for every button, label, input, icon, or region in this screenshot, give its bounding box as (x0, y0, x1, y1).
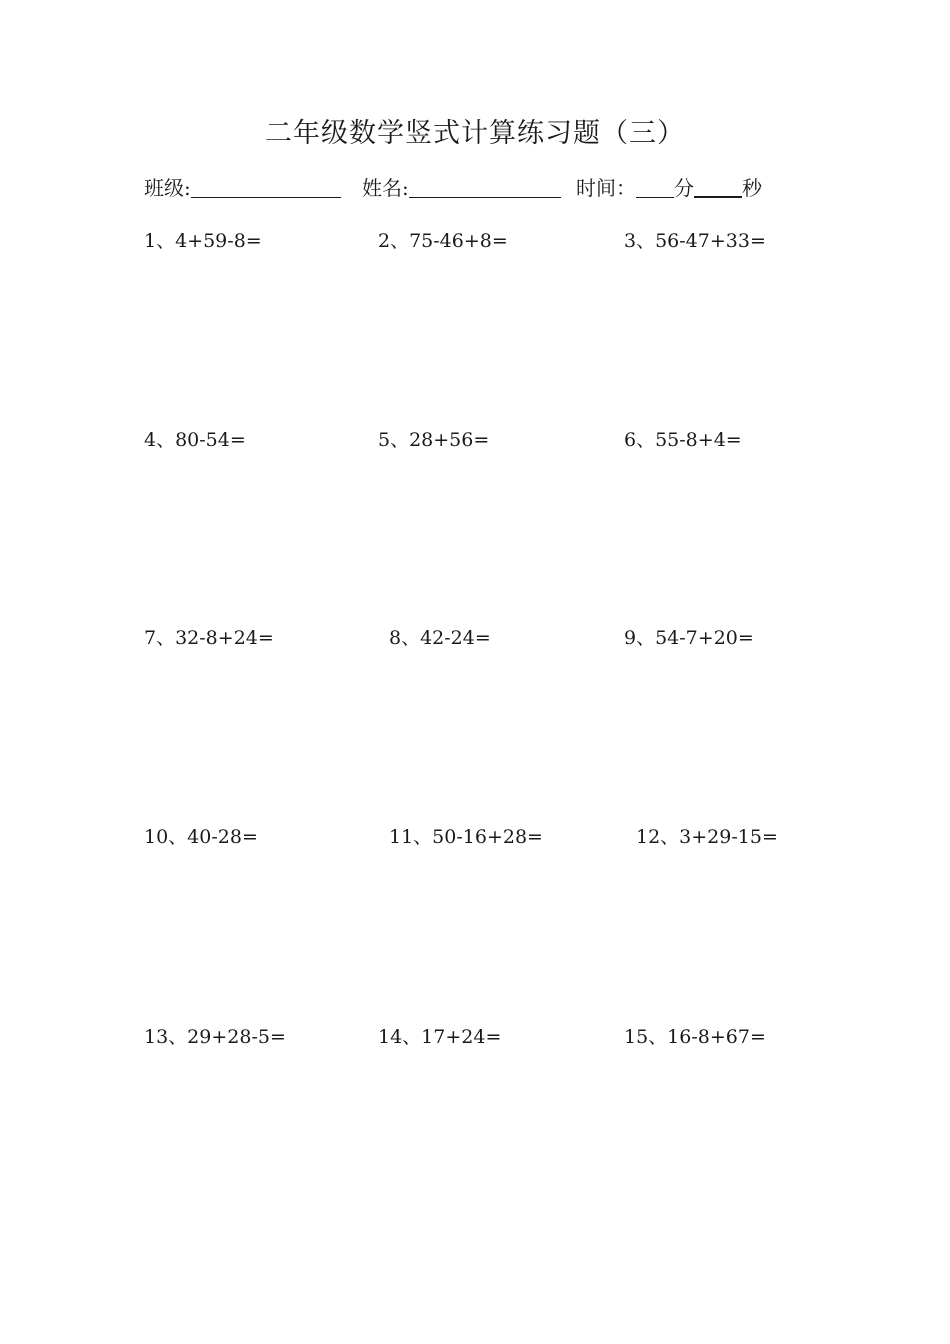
problem-3: 3、56-47+33= (624, 230, 766, 252)
problem-7: 7、32-8+24= (144, 627, 274, 649)
page-title: 二年级数学竖式计算练习题（三） (265, 118, 685, 149)
problem-10: 10、40-28= (144, 826, 258, 848)
name-field (362, 172, 561, 201)
class-blank[interactable] (191, 177, 341, 198)
problem-2: 2、75-46+8= (378, 230, 508, 252)
problem-5: 5、28+56= (378, 429, 490, 451)
problem-12: 12、3+29-15= (636, 826, 778, 848)
minutes-label: 分 (674, 176, 694, 200)
problem-9: 9、54-7+20= (624, 627, 754, 649)
minutes-blank[interactable] (636, 177, 674, 198)
seconds-label: 秒 (742, 176, 762, 200)
problem-13: 13、29+28-5= (144, 1026, 286, 1048)
problem-15: 15、16-8+67= (624, 1026, 766, 1048)
class-label: 班级: (144, 176, 191, 200)
problem-11: 11、50-16+28= (389, 826, 543, 848)
time-label: 时间： (576, 176, 636, 200)
time-field (576, 172, 762, 201)
class-field (144, 172, 341, 201)
name-blank[interactable] (409, 177, 561, 198)
problem-4: 4、80-54= (144, 429, 246, 451)
seconds-blank[interactable] (694, 176, 742, 198)
problem-14: 14、17+24= (378, 1026, 502, 1048)
name-label: 姓名: (362, 176, 409, 200)
problem-6: 6、55-8+4= (624, 429, 742, 451)
problem-8: 8、42-24= (389, 627, 491, 649)
problem-1: 1、4+59-8= (144, 230, 262, 252)
